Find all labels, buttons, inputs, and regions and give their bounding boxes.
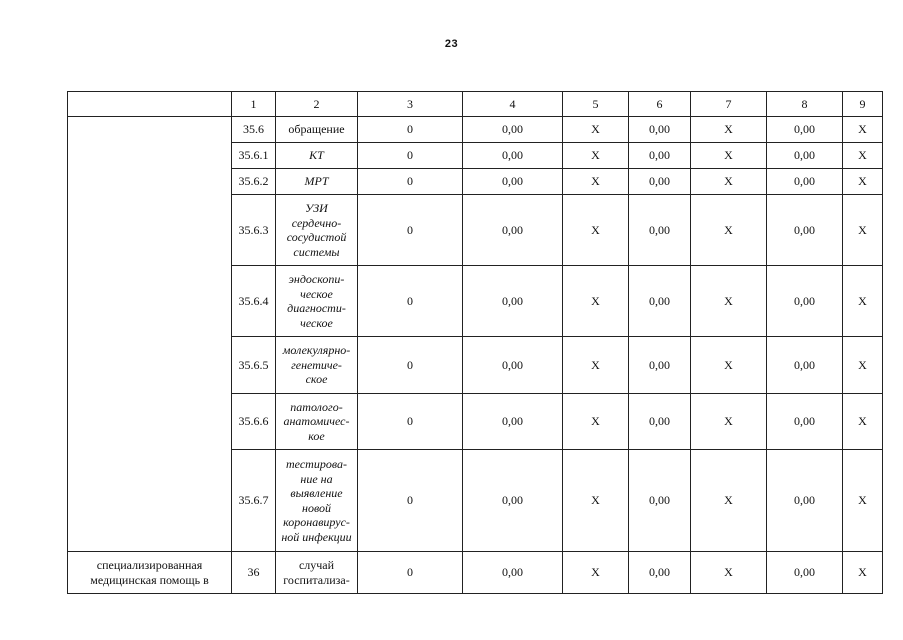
column-header: 4 [463,92,563,117]
column-header: 8 [767,92,843,117]
value-cell: X [691,266,767,337]
value-cell: 0,00 [767,266,843,337]
unit-cell [276,552,358,594]
value-cell: 0,00 [463,394,563,450]
value-cell: 0,00 [629,394,691,450]
unit-cell [276,195,358,266]
value-cell: X [563,450,629,552]
unit-cell [276,450,358,552]
unit-line: анатомичес- [283,414,350,429]
value-cell: 0,00 [463,552,563,594]
value-cell: X [691,143,767,169]
value-cell: 0,00 [629,552,691,594]
value-cell: 0,00 [463,195,563,266]
value-cell: X [843,195,883,266]
value-cell: 0 [358,117,463,143]
value-cell: 0,00 [463,143,563,169]
unit-line: коронавирус- [283,515,350,529]
unit-line: сердечно- [291,215,342,230]
unit-line: ческое [300,286,333,301]
unit-cell: обращение [276,117,358,143]
unit-cell [276,394,358,450]
value-cell: 0 [358,266,463,337]
unit-line: УЗИ [305,201,328,215]
value-cell: 0,00 [629,195,691,266]
label-line: специализированная [96,558,203,572]
value-cell: X [691,450,767,552]
value-cell: 0 [358,450,463,552]
value-cell: X [843,169,883,195]
unit-line: генетиче- [291,357,342,372]
unit-line: эндоскопи- [288,272,345,286]
value-cell: X [843,552,883,594]
unit-line: новой [301,500,331,515]
value-cell: 0,00 [463,117,563,143]
data-table [67,91,883,594]
unit-cell [276,266,358,337]
value-cell: X [563,337,629,394]
row-code: 35.6.5 [232,337,276,394]
value-cell: 0,00 [767,450,843,552]
unit-line: ной инфекции [281,529,352,544]
value-cell: X [691,552,767,594]
group-label-cell [68,552,232,594]
unit-line: кое [308,428,325,443]
row-code: 35.6.1 [232,143,276,169]
row-code: 35.6.4 [232,266,276,337]
unit-line: тестирова- [286,457,347,471]
value-cell: X [843,143,883,169]
value-cell: 0 [358,169,463,195]
value-cell: X [843,337,883,394]
column-header: 7 [691,92,767,117]
unit-line: системы [293,244,340,259]
unit-line: патолого- [290,399,343,414]
unit-cell: МРТ [276,169,358,195]
value-cell: X [843,117,883,143]
unit-line: ние на [300,471,333,486]
value-cell: 0 [358,552,463,594]
label-line: медицинская помощь в [90,572,209,587]
value-cell: 0 [358,143,463,169]
value-cell: X [843,450,883,552]
value-cell: X [563,394,629,450]
value-cell: X [691,337,767,394]
row-code: 35.6.7 [232,450,276,552]
unit-line: случай [298,558,335,572]
unit-cell: КТ [276,143,358,169]
row-code: 35.6.6 [232,394,276,450]
value-cell: 0,00 [629,266,691,337]
column-header: 3 [358,92,463,117]
row-code: 35.6.2 [232,169,276,195]
value-cell: X [563,169,629,195]
unit-line: диагности- [287,301,346,315]
unit-line: ское [305,372,328,387]
value-cell: 0,00 [767,337,843,394]
value-cell: X [563,195,629,266]
unit-line: ческое [300,315,333,330]
value-cell: 0,00 [629,337,691,394]
value-cell: 0 [358,337,463,394]
unit-cell [276,337,358,394]
row-code: 35.6 [232,117,276,143]
column-header: 6 [629,92,691,117]
value-cell: X [691,394,767,450]
value-cell: 0,00 [629,143,691,169]
value-cell: 0,00 [767,552,843,594]
unit-line: выявление [290,486,343,500]
value-cell: X [563,143,629,169]
table-row [68,117,883,143]
value-cell: 0,00 [463,450,563,552]
value-cell: 0 [358,394,463,450]
column-header [68,92,232,117]
value-cell: X [691,169,767,195]
value-cell: 0,00 [767,394,843,450]
value-cell: X [563,266,629,337]
value-cell: 0,00 [463,337,563,394]
value-cell: X [691,195,767,266]
table-row [68,552,883,594]
value-cell: X [843,394,883,450]
value-cell: 0,00 [767,143,843,169]
value-cell: 0,00 [767,117,843,143]
column-header: 9 [843,92,883,117]
value-cell: 0,00 [767,195,843,266]
value-cell: X [563,552,629,594]
column-header: 5 [563,92,629,117]
column-number-row [68,92,883,117]
page-number: 23 [444,38,459,50]
value-cell: 0,00 [767,169,843,195]
row-code: 36 [232,552,276,594]
value-cell: X [843,266,883,337]
value-cell: 0,00 [463,169,563,195]
value-cell: X [563,117,629,143]
group-label-cell [68,117,232,552]
value-cell: 0,00 [629,169,691,195]
value-cell: 0,00 [463,266,563,337]
unit-line: молекулярно- [282,343,351,358]
value-cell: X [691,117,767,143]
value-cell: 0,00 [629,450,691,552]
column-header: 1 [232,92,276,117]
unit-line: сосудистой [286,230,347,244]
unit-line: госпитализа- [283,572,350,587]
row-code: 35.6.3 [232,195,276,266]
value-cell: 0 [358,195,463,266]
value-cell: 0,00 [629,117,691,143]
column-header: 2 [276,92,358,117]
